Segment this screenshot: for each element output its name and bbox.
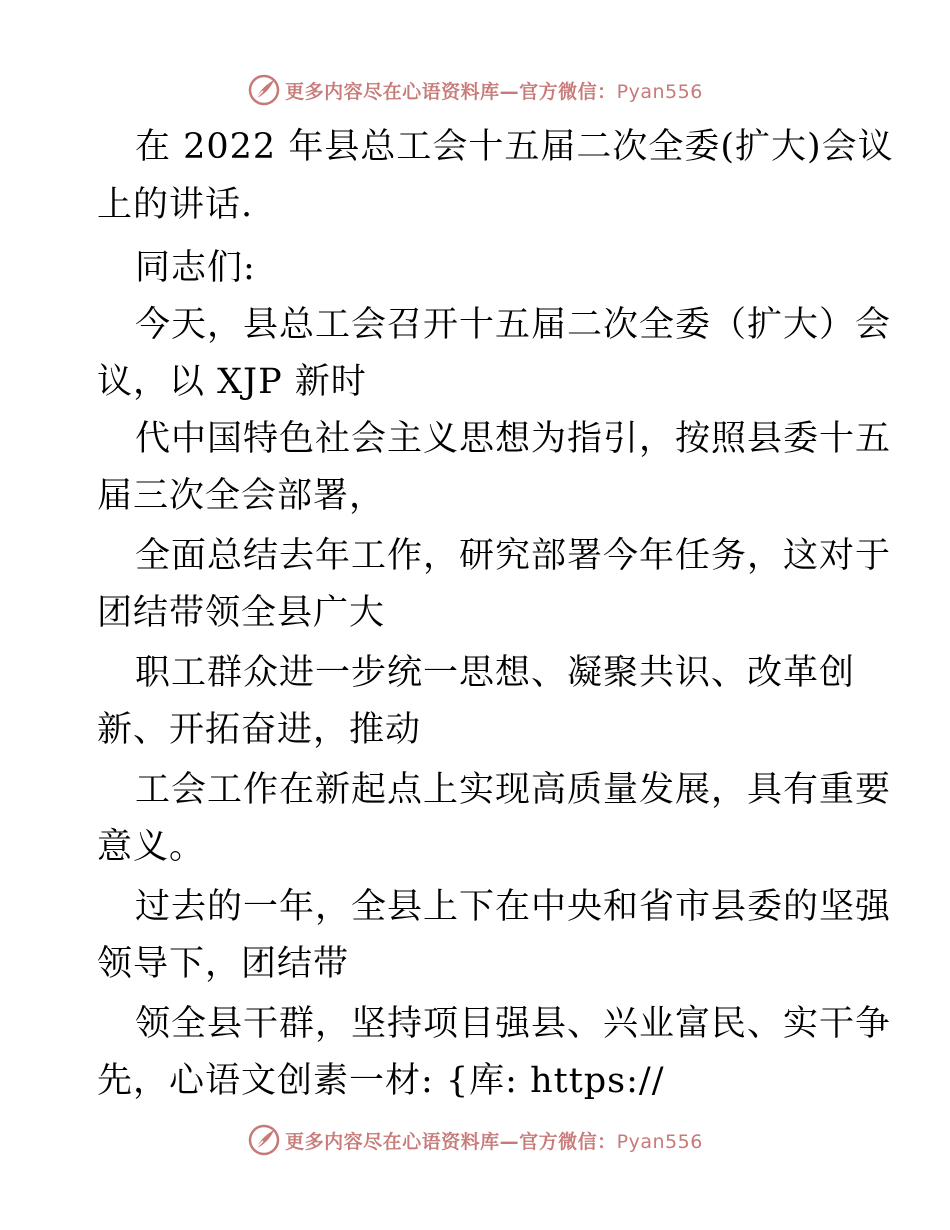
text-line: 工会工作在新起点上实现高质量发展，具有重要 xyxy=(135,770,892,810)
wechat-id: Pyan556 xyxy=(616,1130,703,1153)
text-line: 今天，县总工会召开十五届二次全委（扩大）会 xyxy=(135,305,892,345)
text-line: 届三次全会部署， xyxy=(97,476,386,516)
text-line: 上的讲话. xyxy=(97,185,254,225)
quill-pen-logo-icon xyxy=(247,73,281,107)
watermark-text: 更多内容尽在心语资料库—官方微信：Pyan556 xyxy=(285,80,703,103)
text-line: 职工群众进一步统一思想、凝聚共识、改革创 xyxy=(135,653,856,693)
text-line: 同志们: xyxy=(135,248,256,288)
text-line: 先，心语文创素一材: {库: https:// xyxy=(97,1061,665,1101)
text-line: 新、开拓奋进，推动 xyxy=(97,710,422,750)
header-watermark xyxy=(0,70,950,110)
text-line: 代中国特色社会主义思想为指引，按照县委十五 xyxy=(135,419,892,459)
footer-watermark xyxy=(0,1120,950,1160)
watermark-text: 更多内容尽在心语资料库—官方微信：Pyan556 xyxy=(285,1130,703,1153)
quill-pen-logo-icon xyxy=(247,1123,281,1157)
wechat-id: Pyan556 xyxy=(616,80,703,103)
text-line: 领导下，团结带 xyxy=(97,944,350,984)
text-line: 领全县干群，坚持项目强县、兴业富民、实干争 xyxy=(135,1004,892,1044)
text-line: 在 2022 年县总工会十五届二次全委(扩大)会议 xyxy=(135,127,894,167)
text-line: 过去的一年，全县上下在中央和省市县委的坚强 xyxy=(135,887,892,927)
text-line: 意义。 xyxy=(97,827,206,867)
text-line: 全面总结去年工作，研究部署今年任务，这对于 xyxy=(135,536,892,576)
text-line: 议，以 XJP 新时 xyxy=(97,362,367,402)
text-line: 团结带领全县广大 xyxy=(97,593,386,633)
